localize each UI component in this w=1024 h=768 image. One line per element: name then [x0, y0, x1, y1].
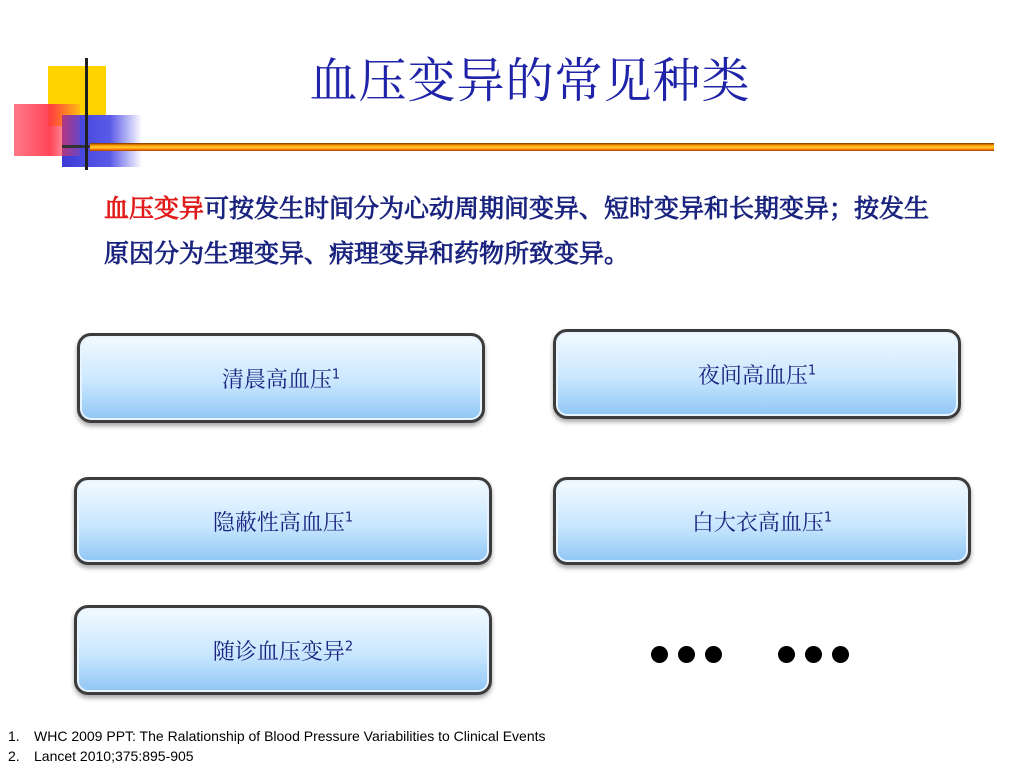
box-label-text: 白大衣高血压 — [691, 510, 824, 536]
decorative-red-block — [14, 104, 80, 156]
dot-icon — [832, 646, 849, 663]
box-label — [692, 506, 832, 537]
page-title: 血压变异的常见种类 — [309, 53, 751, 109]
title-divider — [90, 143, 994, 151]
reference-superscript: 2 — [344, 639, 354, 655]
box-white-coat-hypertension — [553, 477, 971, 565]
box-label-text: 夜间高血压 — [697, 363, 808, 389]
box-morning-hypertension — [77, 333, 485, 423]
dot-icon — [805, 646, 822, 663]
reference-item — [8, 726, 908, 746]
box-visit-to-visit-variability — [74, 605, 492, 695]
dot-icon — [678, 646, 695, 663]
box-masked-hypertension — [74, 477, 492, 565]
box-label — [698, 359, 816, 390]
reference-text: Lancet 2010;375:895-905 — [34, 748, 194, 764]
dot-icon — [705, 646, 722, 663]
references-list — [8, 726, 908, 766]
box-label-text: 清晨高血压 — [221, 367, 332, 393]
reference-text: WHC 2009 PPT: The Ralationship of Blood Pressure Variabilities to Clinical Events — [34, 728, 546, 744]
intro-highlight-term: 血压变异 — [104, 194, 205, 223]
box-label — [213, 635, 353, 666]
ellipsis-dots — [651, 646, 722, 663]
dot-icon — [778, 646, 795, 663]
reference-number: 1. — [8, 728, 20, 744]
box-label — [222, 363, 340, 394]
reference-number: 2. — [8, 748, 20, 764]
ellipsis-dots — [778, 646, 849, 663]
reference-superscript: 1 — [807, 363, 817, 379]
reference-superscript: 1 — [331, 367, 341, 383]
decorative-vertical-line — [85, 58, 88, 170]
reference-superscript: 1 — [823, 510, 833, 526]
reference-superscript: 1 — [344, 510, 354, 526]
box-label — [213, 506, 353, 537]
intro-text: 可按发生时间分为心动周期间变异、短时变异和长期变异；按发生原因分为生理变异、病理变异和药物所致变异。 — [104, 194, 930, 268]
box-label-text: 隐蔽性高血压 — [212, 510, 345, 536]
box-label-text: 随诊血压变异 — [212, 639, 345, 665]
intro-paragraph — [104, 186, 944, 276]
box-nocturnal-hypertension — [553, 329, 961, 419]
reference-item — [8, 746, 908, 766]
dot-icon — [651, 646, 668, 663]
